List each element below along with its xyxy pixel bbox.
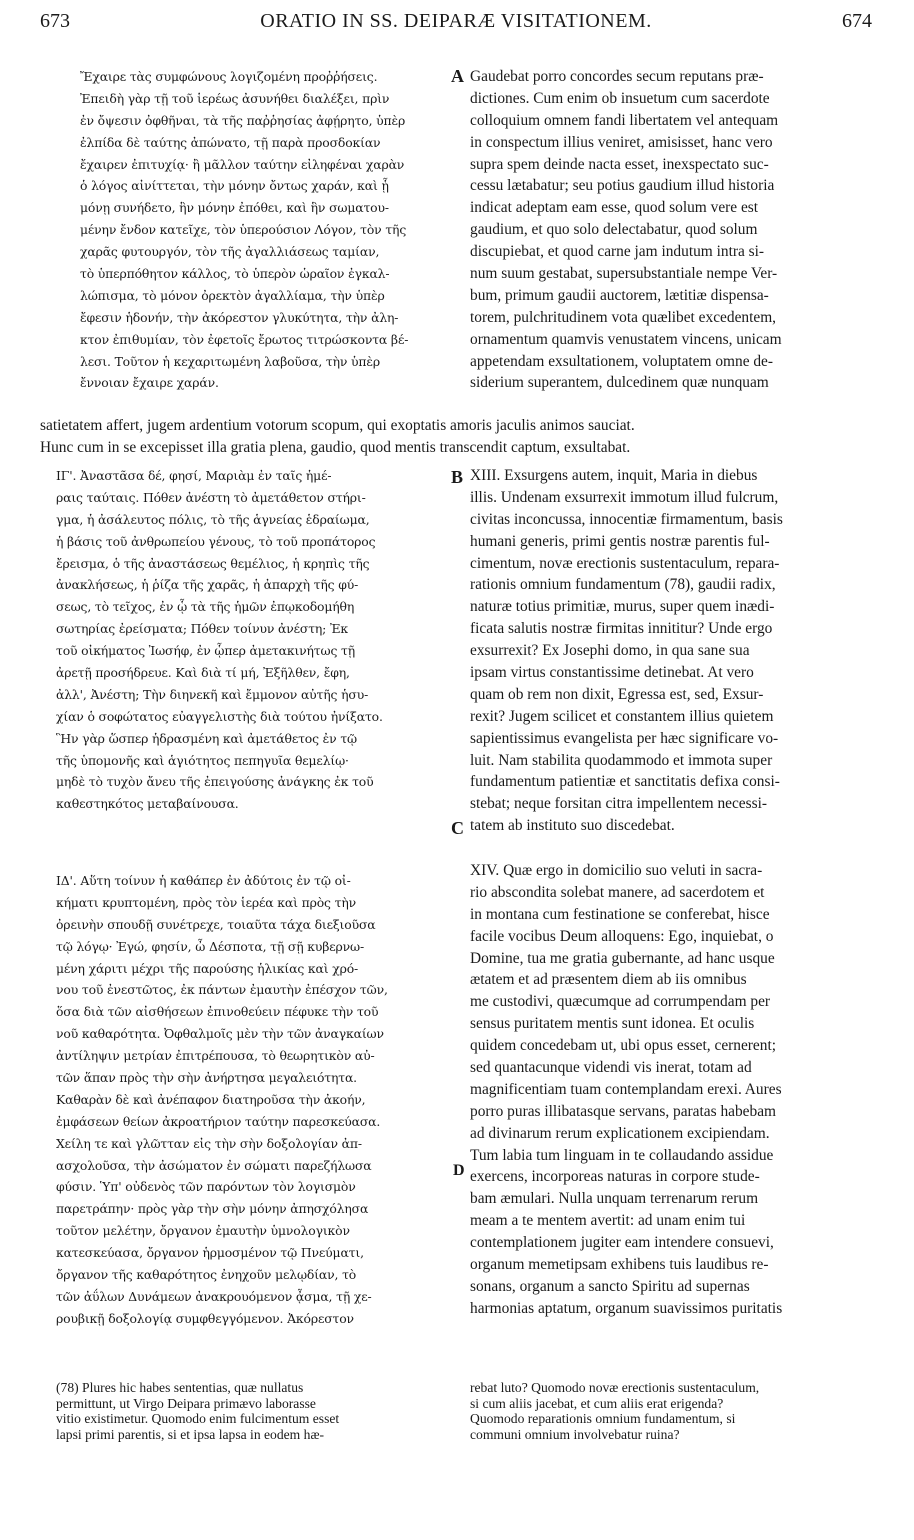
greek-text-line: νοῦ καθαρότητα. Ὀφθαλμοῖς μὲν τὴν τῶν ἀναγκαίων bbox=[56, 1026, 384, 1042]
latin-text-line: Tum labia tum linguam in te collaudando assidue bbox=[470, 1146, 774, 1164]
footnote-line: (78) Plures hic habes sententias, quæ nullatus bbox=[56, 1380, 304, 1395]
full-width-text-line: satietatem affert, jugem ardentium votorum scopum, qui exoptatis amoris jaculis animos sauciat. bbox=[40, 417, 635, 434]
margin-marker-b: B bbox=[451, 467, 464, 487]
latin-text-line: supra spem deinde nacta esset, inexspectato suc- bbox=[470, 155, 769, 173]
latin-text-line: me custodivi, quæcumque ad corrumpendam per bbox=[470, 993, 771, 1011]
latin-column-block-1 bbox=[470, 66, 878, 394]
latin-text-line: dictiones. Cum enim ob insuetum cum sacerdote bbox=[470, 89, 770, 107]
greek-text-line: κήματι κρυπτομένη, πρὸς τὸν ἱερέα καὶ πρὸς τὴν bbox=[56, 894, 356, 910]
greek-text-line: λεσι. Τοῦτον ἡ κεχαριτωμένη λαβοῦσα, τὴν ὑπὲρ bbox=[80, 353, 381, 369]
greek-text-line: ἐμφάσεων θείων ἀκροατήριον ταύτην παρεσκεύασα. bbox=[56, 1113, 381, 1129]
footnote-line: Quomodo reparationis omnium fundamentum, si bbox=[470, 1411, 736, 1426]
greek-text-line: καθεστηκότος μεταβαίνουσα. bbox=[56, 796, 239, 812]
greek-column-block-1 bbox=[80, 66, 450, 394]
greek-column-block-2 bbox=[56, 465, 450, 815]
latin-text-line: civitas inconcussa, innocentiæ firmamentum, basis bbox=[470, 510, 783, 528]
greek-text-line: κατεσκεύασα, ὄργανον ἡρμοσμένον τῷ Πνεύματι, bbox=[56, 1245, 364, 1261]
greek-text-line: Ἐπειδὴ γὰρ τῇ τοῦ ἱερέως ἀσυνήθει διαλέξει, πρὶν bbox=[80, 90, 390, 106]
greek-text-line: Ἣν γὰρ ὥσπερ ἡδρασμένη καὶ ἀμετάθετος ἐν τῷ bbox=[56, 730, 358, 746]
latin-column-block-3 bbox=[470, 860, 878, 1320]
latin-text-line: fundamentum patientiæ et sanctitatis defixa consi- bbox=[470, 773, 780, 791]
latin-text-line: sensus puritatem mentis sunt idonea. Et oculis bbox=[470, 1015, 755, 1033]
latin-text-line: num suum gestabat, supersubstantiale nempe Ver- bbox=[470, 265, 778, 283]
full-width-text-line: Hunc cum in se excepisset illa gratia plena, gaudio, quod mentis transcendit captum, exsultabat. bbox=[40, 438, 631, 456]
latin-text-line: ornamentum quamvis venustatem vincens, unicam bbox=[470, 330, 782, 348]
latin-text-line: XIV. Quæ ergo in domicilio suo veluti in sacra- bbox=[470, 862, 763, 879]
latin-text-line: siderium superantem, dulcedinem quæ nunquam bbox=[470, 374, 769, 392]
greek-text-line: μένην ἔνδον κατεῖχε, τὸν ὑπερούσιον Λόγον, τὸν τῆς bbox=[80, 222, 407, 238]
latin-text-line: exercens, incorporeas naturas in corpore stude- bbox=[470, 1168, 760, 1186]
greek-text-line: τὸ ὑπερπόθητον κάλλος, τὸ ὑπερὸν ὡραῖον ἐγκαλ- bbox=[80, 266, 390, 282]
latin-text-line: gaudium, et quo solo delectabatur, quod solum bbox=[470, 221, 758, 239]
latin-text-line: indicat adeptam eam esse, quod solum vere est bbox=[470, 199, 759, 217]
greek-text-line: σωτηρίας ἐρείσματα; Πόθεν τοίνυν ἀνέστη; Ἐκ bbox=[56, 621, 349, 637]
latin-text-line: luit. Nam stabilita quodammodo et immota super bbox=[470, 751, 773, 769]
greek-text-line: ἡ βάσις τοῦ ἀνθρωπείου γένους, τὸ τοῦ προπάτορος bbox=[56, 533, 376, 549]
footnote-line: lapsi primi parentis, si et ipsa lapsa in eodem hæ- bbox=[56, 1426, 325, 1442]
greek-text-line: χίαν ὁ σοφώτατος εὐαγγελιστὴς διὰ τούτου ἠνίξατο. bbox=[56, 708, 383, 724]
greek-text-line: ἀνακλήσεως, ἡ ῥίζα τῆς χαρᾶς, ἡ ἀπαρχὴ τῆς φύ- bbox=[56, 577, 359, 593]
latin-text-line: torem, pulchritudinem vota quælibet excedentem, bbox=[470, 308, 777, 326]
greek-text-line: ἔχαιρεν ἐπιτυχίᾳ· ἢ μᾶλλον ταύτην εἰληφέναι χαρὰν bbox=[80, 156, 405, 172]
latin-text-line: ipsam virtus constantissime detinebat. At vero bbox=[470, 664, 754, 682]
greek-text-line: μένη χάριτι μέχρι τῆς παρούσης ἡλικίας καὶ χρό- bbox=[56, 960, 359, 976]
footnote-right bbox=[470, 1380, 878, 1442]
greek-text-line: τῷ λόγῳ· Ἐγώ, φησίν, ὦ Δέσποτα, τῇ σῇ κυβερνω- bbox=[56, 938, 365, 954]
greek-text-line: νου τοῦ ἐνεστῶτος, ἐκ πάντων ἐμαυτὴν ἐπέσχον τῶν, bbox=[56, 982, 388, 998]
footnote-left bbox=[56, 1380, 450, 1442]
footnote-line: rebat luto? Quomodo novæ erectionis sustentaculum, bbox=[470, 1380, 760, 1395]
latin-text-line: bum, primum gaudii auctorem, lætitiæ dispensa- bbox=[470, 286, 769, 304]
latin-text-line: cessu lætabatur; seu potius gaudium illud historia bbox=[470, 177, 775, 195]
greek-text-line: ἀλλ', Ἀνέστη; Τὴν διηνεκῆ καὶ ἔμμονον αὐτῆς ἡσυ- bbox=[56, 686, 369, 702]
full-width-lines bbox=[40, 415, 882, 459]
latin-text-line: sed quantacunque videndi vis inerat, totam ad bbox=[470, 1059, 752, 1077]
greek-text-line: ὁ λόγος αἰνίττεται, τὴν μόνην ὄντως χαράν, καὶ ᾗ bbox=[80, 178, 389, 194]
latin-text-line: quam ob rem non dixit, Egressa est, sed, Exsur- bbox=[470, 685, 764, 703]
greek-text-line: μόνῃ συνήδετο, ἣν μόνην ἐπόθει, καὶ ἣν σωματου- bbox=[80, 200, 389, 216]
latin-text-line: discupiebat, et quod carne jam indutum intra si- bbox=[470, 243, 765, 261]
greek-text-line: σεως, τὸ τεῖχος, ἐν ᾧ τὰ τῆς ἡμῶν ἐπῳκοδομήθη bbox=[56, 599, 355, 615]
greek-text-line: ἐν ὄψεσιν ὀφθῆναι, τὰ τῆς παῤῥησίας ἀφῄρητο, ὑπὲρ bbox=[80, 112, 406, 128]
greek-text-line: λώπισμα, τὸ μόνον ὀρεκτὸν ἀγαλλίαμα, τὴν ὑπὲρ bbox=[80, 287, 385, 303]
greek-text-line: ὅσα διὰ τῶν αἰσθήσεων ἐπινοθεύειν πέφυκε τὴν τοῦ bbox=[56, 1004, 379, 1020]
greek-text-line: ἔννοιαν ἔχαιρε χαράν. bbox=[80, 375, 219, 391]
greek-text-line: τοῦ οἰκήματος Ἰωσήφ, ἐν ᾧπερ ἀμετακινήτως τῇ bbox=[56, 643, 356, 659]
latin-text-line: naturæ totius primitiæ, murus, super quem inædi- bbox=[470, 598, 775, 616]
greek-text-line: τοῦτον μελέτην, ὄργανον ἐμαυτὴν ὑμνολογικὸν bbox=[56, 1223, 350, 1239]
latin-text-line: rationis omnium fundamentum (78), gaudii radix, bbox=[470, 576, 776, 594]
latin-text-line: ficata salutis nostræ firmitas innititur? Unde ergo bbox=[470, 620, 773, 638]
latin-text-line: rio abscondita solebat manere, ad sacerdotem et bbox=[470, 883, 765, 901]
greek-text-line: ὄργανον τῆς καθαρότητος ἐνηχοῦν μελῳδίαν, τὸ bbox=[56, 1267, 357, 1283]
greek-text-line: ὀρεινὴν σπουδῇ συνέτρεχε, τοιαῦτα τάχα διεξιοῦσα bbox=[56, 916, 376, 932]
latin-text-line: in conspectum illius veniret, amisisset, hanc vero bbox=[470, 133, 773, 151]
latin-text-line: quidem concedebam ut, ubi opus esset, cernerent; bbox=[470, 1037, 777, 1055]
latin-text-line: contemplationem jugiter eam intendere consuevi, bbox=[470, 1234, 774, 1252]
footnote-line: communi omnium involvebatur ruina? bbox=[470, 1426, 680, 1442]
margin-marker-d: D bbox=[453, 1162, 465, 1179]
latin-text-line: ad divinarum rerum explicationem excipiendam. bbox=[470, 1124, 770, 1142]
margin-marker-c: C bbox=[451, 818, 464, 838]
latin-text-line: porro puras illibatasque servans, paratas habebam bbox=[470, 1102, 776, 1120]
greek-text-line: τῶν ἅπαν πρὸς τὴν σὴν ἀνήρτησα μεγαλειότητα. bbox=[56, 1070, 357, 1086]
greek-text-line: ραις ταύταις. Πόθεν ἀνέστη τὸ ἀμετάθετον στήρι- bbox=[56, 489, 366, 505]
latin-text-line: cimentum, novæ erectionis sustentaculum, repara- bbox=[470, 554, 780, 572]
greek-text-line: ΙΓ'. Ἀναστᾶσα δέ, φησί, Μαριὰμ ἐν ταῖς ἡμέ- bbox=[56, 468, 332, 483]
latin-text-line: sonans, organum a sancto Spiritu ad supernas bbox=[470, 1277, 750, 1295]
latin-text-line: magnificentiam tuam contemplandam erexi. Aures bbox=[470, 1080, 782, 1098]
right-page-number: 674 bbox=[842, 10, 872, 32]
latin-text-line: exsurrexit? Ex Josephi domo, in qua sane sua bbox=[470, 642, 750, 660]
left-page-number: 673 bbox=[40, 10, 70, 32]
greek-text-line: ἀντίληψιν μετρίαν ἐπιτρέπουσα, τὸ θεωρητικὸν αὐ- bbox=[56, 1048, 375, 1064]
greek-text-line: ἀρετῇ προσήδρευε. Καὶ διὰ τί μή, Ἐξῆλθεν, ἔφη, bbox=[56, 665, 350, 681]
running-title: ORATIO IN SS. DEIPARÆ VISITATIONEM. bbox=[260, 10, 652, 32]
latin-text-line: Domine, tua me gratia gubernante, ad hanc usque bbox=[470, 949, 775, 967]
latin-text-line: colloquium omnem fandi libertatem vel antequam bbox=[470, 111, 779, 129]
latin-text-line: appetendam exsultationem, voluptatem omne de- bbox=[470, 352, 774, 370]
latin-text-line: stebat; neque forsitan citra impellentem necessi- bbox=[470, 795, 768, 813]
greek-text-line: Ἔχαιρε τὰς συμφώνους λογιζομένη προῤῥήσεις. bbox=[80, 69, 378, 84]
greek-text-line: ασχολοῦσα, τὴν ἀσώματον ἐν σώματι παρεζήλωσα bbox=[56, 1157, 372, 1173]
latin-text-line: meam a te mentem avertit: ad unam enim tui bbox=[470, 1212, 746, 1230]
latin-text-line: bam æmulari. Nulla unquam terrenarum rerum bbox=[470, 1190, 759, 1208]
latin-text-line: tatem ab instituto suo discedebat. bbox=[470, 817, 675, 835]
latin-column-block-2 bbox=[470, 465, 878, 837]
latin-text-line: XIII. Exsurgens autem, inquit, Maria in diebus bbox=[470, 467, 758, 484]
greek-text-line: ἔρεισμα, ὁ τῆς ἀναστάσεως θεμέλιος, ἡ κρηπὶς τῆς bbox=[56, 555, 370, 571]
latin-text-line: sapientissimus evangelista per hæc significare vo- bbox=[470, 729, 779, 747]
latin-text-line: in montana cum festinatione se conferebat, hisce bbox=[470, 905, 770, 923]
latin-text-line: organum memetipsam exhibens tuis laudibus re- bbox=[470, 1256, 769, 1274]
footnote-line: vitio existimetur. Quomodo enim fulcimentum esset bbox=[56, 1411, 340, 1426]
greek-text-line: φύσιν. Ὑπ' οὐδενὸς τῶν παρόντων τὸν λογισμὸν bbox=[56, 1179, 356, 1195]
greek-text-line: Χείλη τε καὶ γλῶτταν εἰς τὴν σὴν δοξολογίαν ἀπ- bbox=[56, 1135, 362, 1151]
greek-text-line: ΙΔ'. Αὕτη τοίνυν ἡ καθάπερ ἐν ἀδύτοις ἐν τῷ οἰ- bbox=[56, 873, 351, 888]
latin-text-line: rexit? Jugem scilicet et constantem illius quietem bbox=[470, 707, 774, 725]
latin-text-line: harmonias aptatum, organum suavissimos puritatis bbox=[470, 1299, 783, 1317]
greek-text-line: Καθαρὰν δὲ καὶ ἀνέπαφον διατηροῦσα τὴν ἀκοήν, bbox=[56, 1091, 366, 1107]
greek-text-line: γμα, ἡ ἀσάλευτος πόλις, τὸ τῆς ἁγνείας ἑδραίωμα, bbox=[56, 511, 370, 527]
footnote-line: si cum aliis jacebat, et cum aliis erat erigenda? bbox=[470, 1395, 724, 1411]
latin-text-line: illis. Undenam exsurrexit immotum illud fulcrum, bbox=[470, 488, 779, 506]
greek-text-line: μηδὲ τὸ τυχὸν ἄνευ τῆς ἐπειγούσης ἀνάγκης ἐκ τοῦ bbox=[56, 774, 374, 790]
greek-text-line: τῆς ὑπομονῆς καὶ ἁγιότητος πεπηγυῖα θεμελίῳ· bbox=[56, 752, 349, 768]
latin-text-line: humani generis, primi gentis nostræ parentis ful- bbox=[470, 532, 770, 550]
greek-column-block-3 bbox=[56, 870, 450, 1330]
greek-text-line: τῶν ἀΰλων Δυνάμεων ἀνακρουόμενον ᾆσμα, τῇ χε- bbox=[56, 1288, 372, 1304]
margin-marker-a: A bbox=[451, 66, 464, 86]
greek-text-line: χαρᾶς φυτουργόν, τὸν τῆς ἀγαλλιάσεως ταμίαν, bbox=[80, 244, 380, 260]
page-header bbox=[40, 10, 872, 36]
latin-text-line: Gaudebat porro concordes secum reputans præ- bbox=[470, 68, 764, 85]
greek-text-line: κτον ἐπιθυμίαν, τὸν ἐφετοῖς ἔρωτος τιτρώσκοντα βέ- bbox=[80, 331, 409, 347]
footnote-line: permittunt, ut Virgo Deipara primævo laborasse bbox=[56, 1395, 316, 1411]
greek-text-line: ρουβικῇ δοξολογίᾳ συμφθεγγόμενον. Ἀκόρεστον bbox=[56, 1310, 354, 1326]
latin-text-line: ætatem et ad præsentem diem ab iis omnibus bbox=[470, 971, 747, 989]
latin-text-line: facile vocibus Deum alloquens: Ego, inquiebat, o bbox=[470, 927, 774, 945]
greek-text-line: ἐλπίδα δὲ ταύτης ἀπώνατο, τῇ παρὰ προσδοκίαν bbox=[80, 134, 381, 150]
greek-text-line: παρετράπην· πρὸς γὰρ τὴν σὴν μόνην ἀπησχόλησα bbox=[56, 1201, 369, 1217]
greek-text-line: ἔφεσιν ἡδονήν, τὴν ἀκόρεστον γλυκύτητα, τὴν ἀλη- bbox=[80, 309, 399, 325]
